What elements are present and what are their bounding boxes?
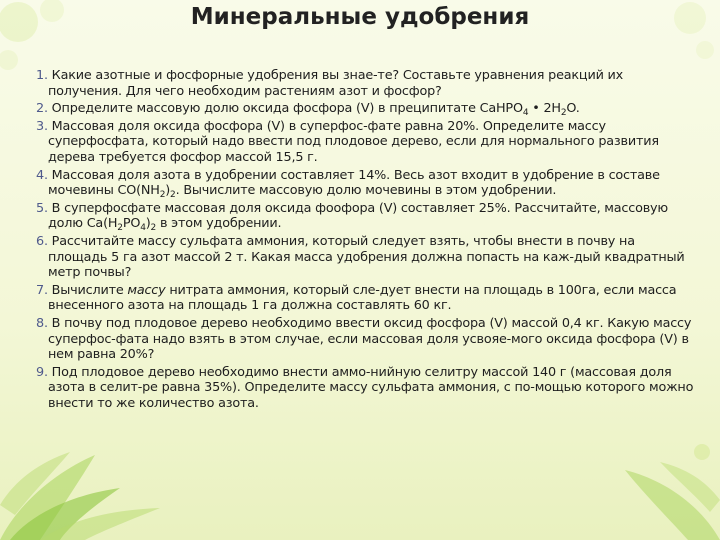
formula-subscript: 2 [560,108,567,119]
task-item [36,119,696,166]
task-number: 4. [36,167,48,183]
task-text: Определите массовую долю оксида фосфора (V) в преципитате CaHPO [47,101,523,117]
formula-subscript: 2 [170,190,176,201]
task-number: 7. [36,282,48,298]
task-text: ) [145,216,151,232]
task-text: Массовая доля азота в удобрении составляет 14%. Весь азот входит в удобрение в составе мочевины CO(NH [47,167,660,199]
task-item [36,283,696,314]
task-number: 9. [36,364,48,380]
task-number: 1. [36,68,48,83]
task-number: 2. [36,101,48,117]
task-text: Массовая доля оксида фосфора (V) в суперфос-фате равна 20%. Определите массу суперфосфата, который надо ввести под плодовое дерево, если для нормального развития дерева требуется фосфор массой 15,5 г. [47,118,659,165]
task-text: Под плодовое дерево необходимо внести аммо-нийную селитру массой 140 г (массовая доля азота в селит-ре равна 35%). Определите массу сульфата аммония, с по-мощью которого можно внести то же количество азота. [47,364,694,411]
task-item [36,365,696,412]
task-text: В почву под плодовое дерево необходимо ввести оксид фосфора (V) массой 0,4 кг. Какую массу суперфос-фата надо взять в этом случае, если массовая доля усвояе-мого оксида фосфора (V) в нем равна 20%? [47,315,692,363]
task-item [36,68,696,99]
task-item [36,234,696,281]
task-item [36,316,696,363]
task-number: 8. [36,315,48,331]
task-text: Вычислите [47,282,128,298]
bottom-right-leaves [625,444,720,540]
task-text: ) [165,183,171,199]
task-text: нитрата аммония, который сле-дует внести на площадь в 100га, если масса внесенного азота на площадь 1 га должна составлять 60 кг. [48,282,677,314]
task-item [36,101,696,117]
formula-subscript: 4 [522,108,529,119]
task-text: . Вычислите массовую долю мочевины в этом удобрении. [175,183,557,199]
bottom-left-leaves [0,452,160,540]
task-text: Какие азотные и фосфорные удобрения вы знае-те? Составьте уравнения реакций их получения. Для чего необходим растениям азот и фосфор? [47,68,624,99]
task-item [36,201,696,232]
task-number: 6. [36,233,48,249]
task-list [36,68,696,413]
task-text-emphasis: массу [127,282,166,298]
task-text: PO [122,216,141,232]
slide-title: Минеральные удобрения [190,4,530,30]
task-text: Рассчитайте массу сульфата аммония, который следует взять, чтобы внести в почву на площадь 5 га азот массой 2 т. Какая масса удобрения должна попасть на каж-дый квадратный метр почвы? [47,233,685,281]
task-text: • 2H [528,101,561,117]
task-text: O. [566,101,580,117]
formula-subscript: 2 [150,223,157,234]
formula-subscript: 4 [140,223,146,234]
task-text: в этом удобрении. [156,216,282,232]
task-text: В суперфосфате массовая доля оксида фоофора (V) составляет 25%. Рассчитайте, массовую долю Ca(H [47,200,668,232]
task-number: 5. [36,200,48,216]
formula-subscript: 2 [159,190,166,201]
formula-subscript: 2 [117,223,123,234]
task-item [36,168,696,199]
task-number: 3. [36,118,48,134]
